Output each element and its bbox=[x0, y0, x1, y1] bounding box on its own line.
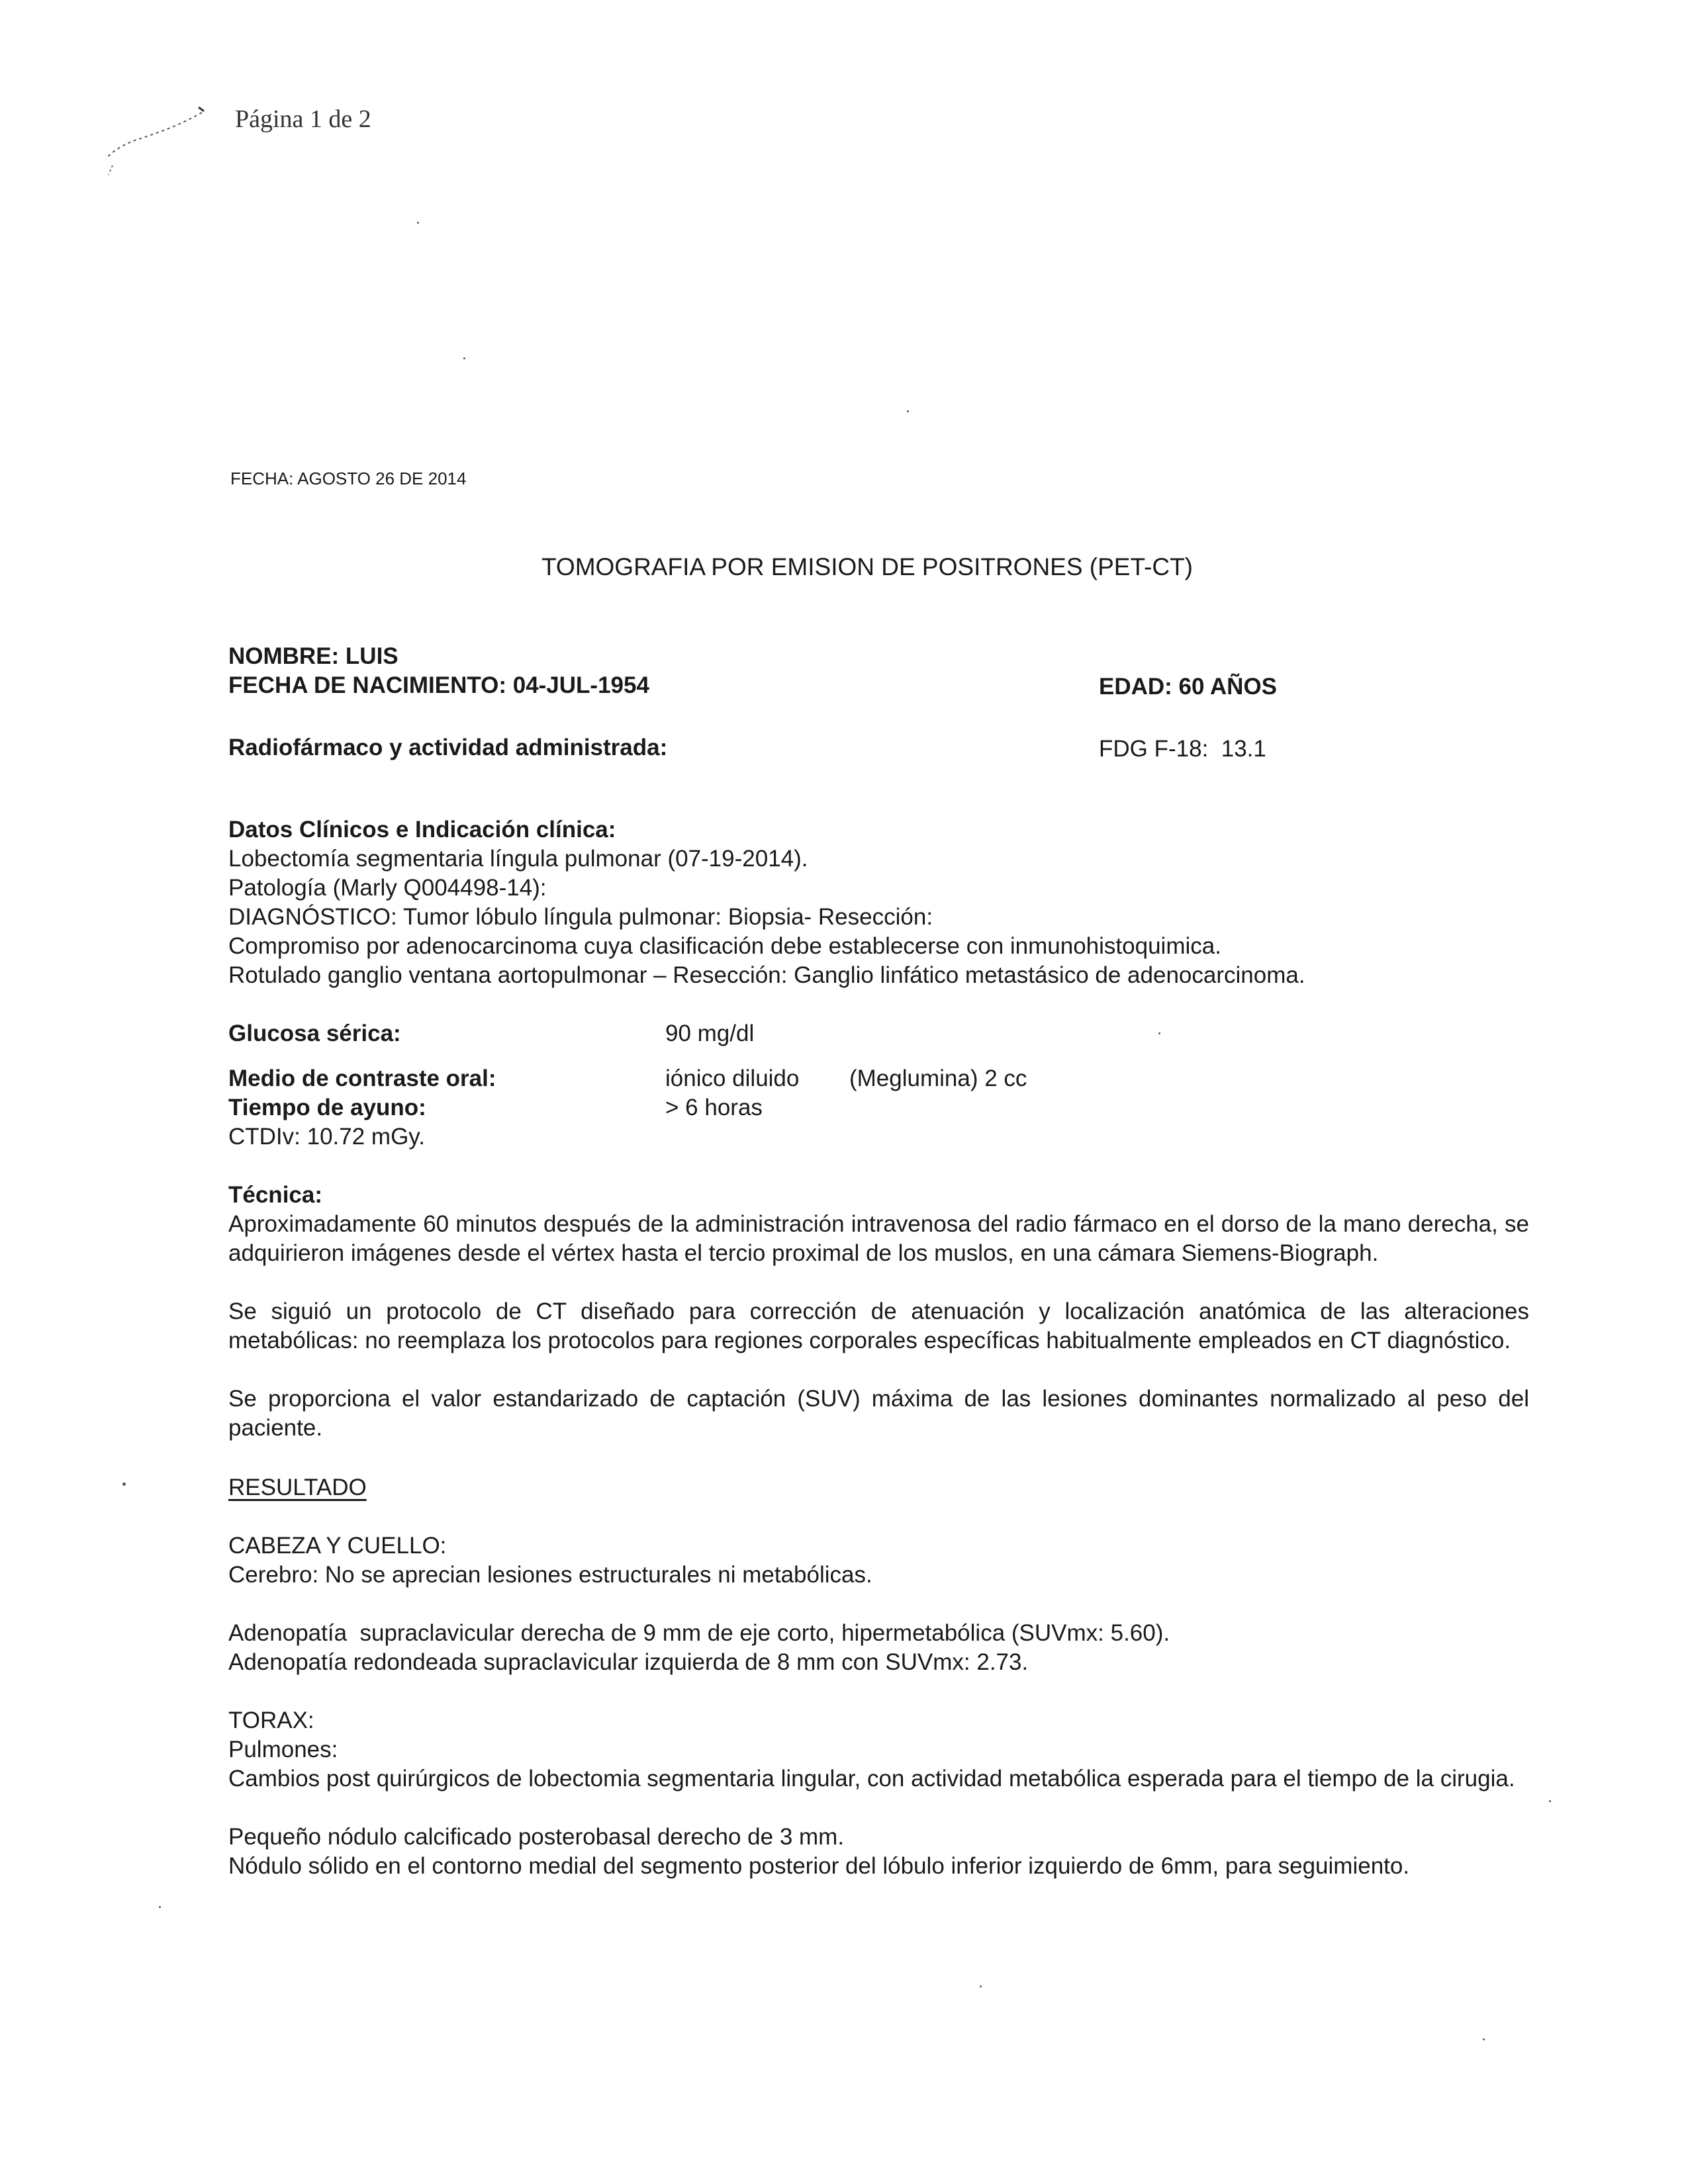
report-date: FECHA: AGOSTO 26 DE 2014 bbox=[230, 469, 467, 488]
thorax-paragraph: Pequeño nódulo calcificado posterobasal derecho de 3 mm. bbox=[228, 1824, 845, 1850]
contrast-value: iónico diluido bbox=[665, 1066, 800, 1091]
scan-speck bbox=[159, 1906, 161, 1908]
thorax-heading: TORAX: bbox=[228, 1707, 314, 1733]
scan-speck bbox=[1483, 2038, 1485, 2040]
clinical-line: Lobectomía segmentaria língula pulmonar (07-19-2014). bbox=[228, 846, 808, 872]
patient-age: EDAD: 60 AÑOS bbox=[1099, 674, 1278, 700]
fasting-value: > 6 horas bbox=[665, 1095, 763, 1120]
technique-paragraph: Se proporciona el valor estandarizado de captación (SUV) máxima de las lesiones dominantes normalizado al peso del paciente. bbox=[228, 1386, 1529, 1441]
brain-finding: Cerebro: No se aprecian lesiones estructurales ni metabólicas. bbox=[228, 1562, 872, 1588]
technique-paragraph: Aproximadamente 60 minutos después de la administración intravenosa del radio fármaco en el dorso de la mano derecha, se adquirieron imágenes desde el vértex hasta el tercio proximal de los muslos, en una cámara Siemens-Biograph. bbox=[228, 1211, 1529, 1266]
thorax-paragraph: Cambios post quirúrgicos de lobectomia segmentaria lingular, con actividad metabólica esperada para el tiempo de la cirugia. bbox=[228, 1766, 1515, 1792]
technique-heading: Técnica: bbox=[228, 1182, 322, 1208]
adenopathy-right: Adenopatía supraclavicular derecha de 9 mm de eje corto, hipermetabólica (SUVmx: 5.60). bbox=[228, 1620, 1170, 1646]
clinical-line: Compromiso por adenocarcinoma cuya clasificación debe establecerse con inmunohistoquimica. bbox=[228, 933, 1221, 959]
radiopharm-value: FDG F-18: 13.1 bbox=[1099, 736, 1266, 762]
patient-birth-date: FECHA DE NACIMIENTO: 04-JUL-1954 bbox=[228, 672, 649, 698]
report-title: TOMOGRAFIA POR EMISION DE POSITRONES (PET-CT) bbox=[541, 553, 1194, 580]
lungs-label: Pulmones: bbox=[228, 1737, 338, 1762]
contrast-label: Medio de contraste oral: bbox=[228, 1066, 496, 1091]
pen-mark-scribble bbox=[99, 99, 212, 179]
thorax-paragraph: Nódulo sólido en el contorno medial del segmento posterior del lóbulo inferior izquierdo de 6mm, para seguimiento. bbox=[228, 1853, 1410, 1879]
fasting-label: Tiempo de ayuno: bbox=[228, 1095, 426, 1120]
page-number: Página 1 de 2 bbox=[235, 105, 371, 133]
result-heading: RESULTADO bbox=[228, 1475, 367, 1500]
technique-paragraph: Se siguió un protocolo de CT diseñado para corrección de atenuación y localización anatómica de las alteraciones metabólicas: no reemplaza los protocolos para regiones corporales específicas habitualmente empleados en CT diagnóstico. bbox=[228, 1298, 1529, 1353]
scan-speck bbox=[122, 1482, 126, 1486]
clinical-line: DIAGNÓSTICO: Tumor lóbulo língula pulmonar: Biopsia- Resección: bbox=[228, 904, 933, 930]
clinical-line: Patología (Marly Q004498-14): bbox=[228, 875, 547, 901]
head-neck-heading: CABEZA Y CUELLO: bbox=[228, 1533, 447, 1559]
scan-speck bbox=[1158, 1032, 1160, 1034]
adenopathy-left: Adenopatía redondeada supraclavicular izquierda de 8 mm con SUVmx: 2.73. bbox=[228, 1649, 1029, 1675]
ctdi-value: CTDIv: 10.72 mGy. bbox=[228, 1124, 425, 1150]
scan-speck bbox=[907, 410, 909, 412]
scan-speck bbox=[1549, 1800, 1551, 1802]
clinical-heading: Datos Clínicos e Indicación clínica: bbox=[228, 817, 616, 842]
contrast-extra: (Meglumina) 2 cc bbox=[849, 1066, 1027, 1091]
scan-speck bbox=[980, 1985, 982, 1987]
patient-name: NOMBRE: LUIS bbox=[228, 643, 399, 669]
clinical-line: Rotulado ganglio ventana aortopulmonar – Resección: Ganglio linfático metastásico de adenocarcinoma. bbox=[228, 962, 1305, 988]
scan-speck bbox=[417, 222, 419, 224]
scan-speck bbox=[463, 357, 465, 359]
glucose-value: 90 mg/dl bbox=[665, 1021, 755, 1046]
glucose-label: Glucosa sérica: bbox=[228, 1021, 401, 1046]
radiopharm-label: Radiofármaco y actividad administrada: bbox=[228, 735, 668, 760]
